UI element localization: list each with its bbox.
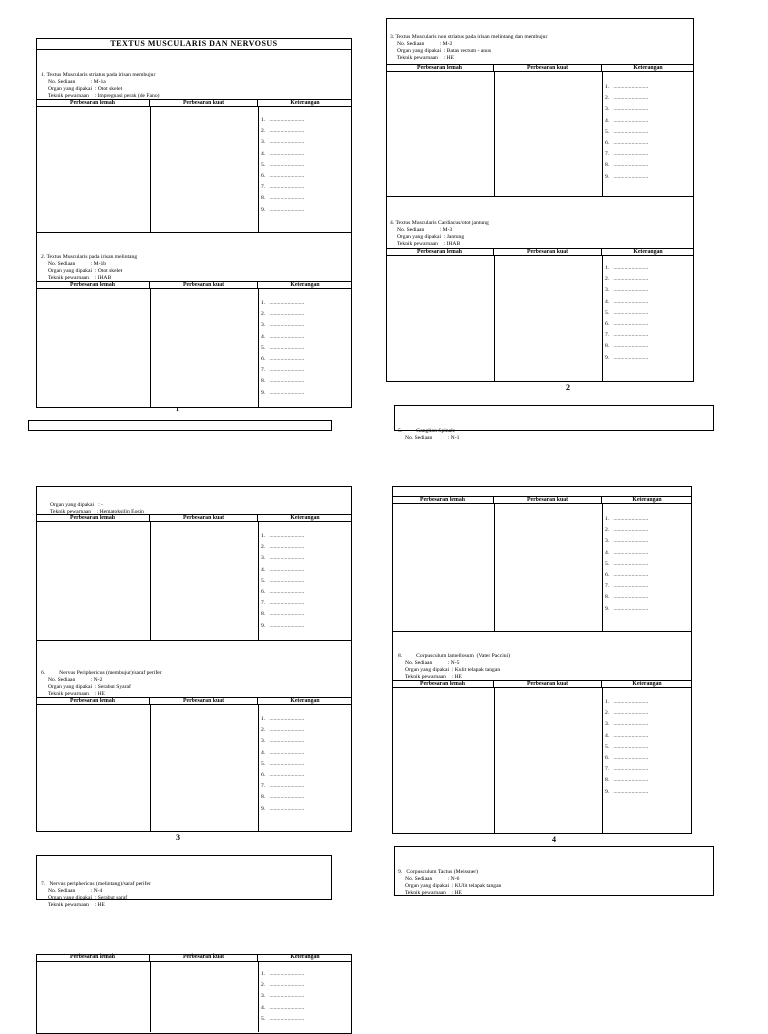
table-2-header: Perbesaran lemah Perbesaran kuat Keterangan bbox=[36, 281, 352, 289]
section-3-info: 3. Textus Muscularis non striatus pada irisan melintang dan membujur No. Sediaan : M-2 Organ yang dipakai : Batas rectum - anus Teknik pewarnaan : HE bbox=[390, 34, 548, 61]
table-2-notes: 1. ......................... 2. ......................... 3. ......................... 4. ......................... 5. ......................... 6. ......................... 7. ......................... 8. ......................... 9. ......................... bbox=[261, 300, 305, 396]
page-1-footer-box bbox=[28, 420, 332, 431]
table-5-header: Perbesaran lemah Perbesaran kuat Keterangan bbox=[36, 514, 352, 522]
table-5-notes: 1. ......................... 2. ......................... 3. ......................... 4. ......................... 5. ......................... 6. ......................... 7. ......................... 8. ......................... 9. ......................... bbox=[261, 533, 305, 629]
table-8-notes: 1. ......................... 2. ......................... 3. ......................... 4. ......................... 5. ......................... 6. ......................... 7. ......................... 8. ......................... 9. ......................... bbox=[605, 699, 649, 795]
section-1-info: 1. Textus Muscularis striatus pada irisan membujur No. Sediaan : M-1a Organ yang dipakai : Otot skelet Teknik pewarnaan : Impregnasi perak (de Fano) bbox=[41, 72, 160, 99]
table-4-header: Perbesaran lemah Perbesaran kuat Keterangan bbox=[386, 248, 694, 256]
section-8-info: 8. Corpusculum lamellosum (Vater Paccini) No. Sediaan : N-5 Organ yang dipakai : Kulit telapak tangan Teknik pewarnaan : HE bbox=[398, 653, 511, 680]
section-6-info: 6. Nervus Periphericus (membujur)/saraf perifer No. Sediaan : N-2 Organ yang dipakai : Serabut Syaraf Teknik pewarnaan : HE bbox=[41, 670, 162, 697]
table-9-notes: 1. ......................... 2. ......................... 3. ......................... 4. ......................... 5. ......................... bbox=[261, 971, 305, 1022]
table-4-notes: 1. ......................... 2. ......................... 3. ......................... 4. ......................... 5. ......................... 6. ......................... 7. ......................... 8. ......................... 9. ......................... bbox=[605, 265, 649, 361]
page-1-title: TEXTUS MUSCULARIS DAN NERVOSUS bbox=[110, 39, 278, 48]
page-number-4: 4 bbox=[552, 835, 556, 844]
section-9-info: 9. Corpusculum Tactus (Meissner) No. Sediaan : N-6 Organ yang dipakai : KUlit telapak tangan Teknik pewarnaan : HE bbox=[398, 869, 502, 896]
title-divider bbox=[36, 49, 352, 50]
section-7-info: 7. Nervus periphericus (melintang)/saraf perifer No. Sediaan : N-4 Organ yang dipakai : Serabut saraf Teknik pewarnaan : HE bbox=[41, 881, 151, 908]
table-6-header: Perbesaran lemah Perbesaran kuat Keterangan bbox=[36, 697, 352, 705]
table-9-header: Perbesaran lemah Perbesaran kuat Keterangan bbox=[36, 954, 352, 962]
section-2-info: 2. Textus Muscularis pada irisan melintang No. Sediaan : M-1b Organ yang dipakai : Otot skelet Teknik pewarnaan : IHAB bbox=[41, 254, 138, 281]
table-1-header: Perbesaran lemah Perbesaran kuat Keterangan bbox=[36, 99, 352, 107]
page-number-2: 2 bbox=[566, 383, 570, 392]
table-7-header: Perbesaran lemah Perbesaran kuat Keterangan bbox=[392, 496, 692, 504]
table-8-header: Perbesaran lemah Perbesaran kuat Keterangan bbox=[392, 680, 692, 688]
table-3-header: Perbesaran lemah Perbesaran kuat Keterangan bbox=[386, 64, 694, 72]
section-4-info: 4. Textus Muscularis Cardiacus/otot jantung No. Sediaan : M-3 Organ yang dipakai : Jantung Teknik pewarnaan : IHAB bbox=[390, 220, 489, 247]
page-number-3: 3 bbox=[176, 833, 180, 842]
section-5-info: 5. Ganglion Spinale No. Sediaan : N-1 bbox=[398, 428, 460, 441]
page-number-1: 1 bbox=[176, 407, 179, 413]
table-3-notes: 1. ......................... 2. ......................... 3. ......................... 4. ......................... 5. ......................... 6. ......................... 7. ......................... 8. ......................... 9. ......................... bbox=[605, 84, 649, 180]
table-7-notes: 1. ......................... 2. ......................... 3. ......................... 4. ......................... 5. ......................... 6. ......................... 7. ......................... 8. ......................... 9. ......................... bbox=[605, 516, 649, 612]
table-1-notes: 1. ......................... 2. ......................... 3. ......................... 4. ......................... 5. ......................... 6. ......................... 7. ......................... 8. ......................... 9. ......................... bbox=[261, 117, 305, 213]
page-5-frame bbox=[36, 954, 352, 1034]
page-3-top-info: Organ yang dipakai : - Teknik pewarnaan : Hematoksilin Eosin bbox=[50, 502, 144, 515]
table-6-notes: 1. ......................... 2. ......................... 3. ......................... 4. ......................... 5. ......................... 6. ......................... 7. ......................... 8. ......................... 9. ......................... bbox=[261, 716, 305, 812]
